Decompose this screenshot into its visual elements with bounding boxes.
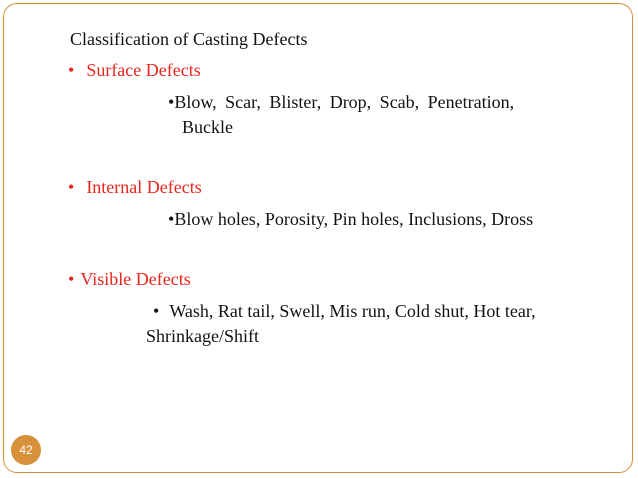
section-heading-internal-defects [68,176,202,198]
section-heading-visible-defects [68,268,191,290]
section-items-continuation: Buckle [182,117,233,137]
section-heading-label: Visible Defects [80,269,191,289]
section-heading-label: Internal Defects [86,177,202,197]
bullet-icon: • [68,177,75,197]
bullet-icon: • [168,92,175,112]
bullet-icon: • [68,60,75,80]
section-items-surface-defects [168,91,514,113]
bullet-icon: • [153,301,160,321]
section-items-line: Wash, Rat tail, Swell, Mis run, Cold shut, Hot tear, [169,301,536,321]
bullet-icon: • [68,269,75,289]
section-items-internal-defects [168,208,533,230]
page-number-badge: 42 [11,435,41,465]
section-items-line: Blow, Scar, Blister, Drop, Scab, Penetration, [174,92,515,112]
section-heading-surface-defects [68,59,201,81]
slide-title: Classification of Casting Defects [70,29,308,49]
section-items-line: Blow holes, Porosity, Pin holes, Inclusions, Dross [174,209,534,229]
section-items-visible-defects [153,300,536,322]
bullet-icon: • [168,209,175,229]
section-heading-label: Surface Defects [86,60,201,80]
section-items-continuation: Shrinkage/Shift [146,326,259,346]
